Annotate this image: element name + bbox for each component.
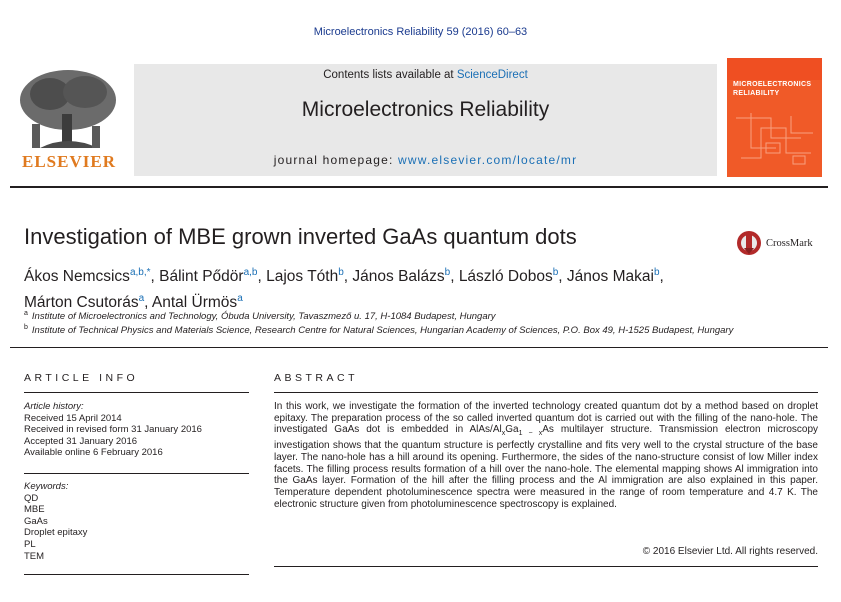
author[interactable]	[352, 268, 458, 285]
affiliation-a	[24, 310, 496, 322]
author-name[interactable]: Lajos Tóth	[266, 268, 339, 286]
history-item: Received in revised form 31 January 2016	[24, 424, 202, 436]
author-affiliation-marker[interactable]: a,b,*	[129, 267, 151, 278]
abstract-text-1: In this work, we investigate the formation of the inverted technology created quantum dot by a method based on droplet epitaxy. The preparation process of the so called inverted quantum dot is carried out with the filling of the nano-hole. The investigated GaAs dot is embedded in AlAs/Al	[274, 401, 818, 436]
author[interactable]	[24, 268, 159, 285]
author[interactable]	[266, 268, 352, 285]
contents-line	[134, 69, 717, 81]
history-item: Accepted 31 January 2016	[24, 435, 138, 447]
keyword-item: QD	[24, 492, 39, 504]
history-item: Available online 6 February 2016	[24, 447, 163, 459]
affiliation-text: Institute of Technical Physics and Materials Science, Research Centre for Natural Sciences, Hungarian Academy of Sciences, P.O. Box 49, H-1525 Budapest, Hungary	[31, 325, 734, 337]
affiliation-key: a	[24, 310, 28, 317]
contents-prefix: Contents lists available at	[323, 69, 457, 81]
author-affiliation-marker[interactable]: a	[237, 293, 243, 305]
abstract-text-3: As multilayer structure. Transmission electron microscopy investigation shows that the quantum structure is perfectly crystalline and fits very well to the crystal structure of the base layer. The nano-hole has a hill around its opening. Furthermore, the sides of the nano-structure consist of low Miller index facets. The filling process results formation of a hill over the nano-hole. The elemental mapping shows Al immigration into the GaAs layer. Formation of the hill after the filling process and the Al immigration are also explained in this paper. Temperature dependent photoluminescence spectra were measured in the range of room temperature and 4.7 K. The electronic structure given from photoluminescence spectroscopy is explained.	[274, 424, 819, 510]
author-separator: ,	[659, 268, 664, 286]
paper-title: Investigation of MBE grown inverted GaAs quantum dots	[24, 224, 577, 249]
abstract-subscript-1x: 1 − x	[518, 430, 543, 438]
keywords-rule	[24, 473, 249, 474]
author-name[interactable]: János Makai	[566, 268, 654, 286]
author-separator: ,	[257, 268, 267, 286]
author-separator: ,	[558, 268, 567, 286]
header-divider	[10, 186, 828, 188]
author-name[interactable]: Ákos Nemcsics	[24, 268, 130, 286]
author[interactable]	[152, 294, 243, 311]
abstract-rule	[274, 392, 818, 393]
keyword-item: MBE	[24, 504, 45, 516]
affiliation-key: b	[24, 324, 28, 331]
abstract-subscript-x: x	[501, 430, 506, 438]
journal-name: Microelectronics Reliability	[301, 98, 550, 121]
keyword-item: TEM	[24, 550, 45, 562]
crossmark-label[interactable]: CrossMark	[766, 238, 813, 249]
copyright-notice: © 2016 Elsevier Ltd. All rights reserved.	[642, 546, 818, 557]
abstract-bottom-rule	[274, 566, 818, 567]
author[interactable]	[159, 268, 266, 285]
sciencedirect-link[interactable]: ScienceDirect	[456, 69, 528, 81]
author-separator: ,	[343, 268, 353, 286]
author-name[interactable]: János Balázs	[352, 268, 445, 286]
title-divider	[10, 347, 828, 348]
author-affiliation-marker[interactable]: b	[444, 267, 451, 278]
journal-citation[interactable]: Microelectronics Reliability 59 (2016) 60–63	[313, 26, 528, 38]
author[interactable]	[567, 268, 664, 285]
cover-circuit-pattern	[731, 108, 818, 170]
cover-title-line2: RELIABILITY	[733, 90, 780, 97]
author-list	[24, 262, 724, 314]
author-affiliation-marker[interactable]: b	[653, 267, 660, 278]
article-info-heading: ARTICLE INFO	[24, 372, 139, 384]
abstract-body	[274, 401, 818, 510]
author-affiliation-marker[interactable]: b	[552, 267, 559, 278]
journal-homepage	[134, 153, 717, 167]
crossmark-icon[interactable]	[736, 230, 762, 256]
author-affiliation-marker[interactable]: b	[338, 267, 344, 278]
author-separator: ,	[150, 268, 160, 286]
cover-title	[733, 80, 819, 98]
abstract-heading: ABSTRACT	[274, 372, 359, 384]
affiliation-b	[24, 324, 733, 336]
author[interactable]	[459, 268, 567, 285]
elsevier-wordmark: ELSEVIER	[22, 152, 116, 171]
author-name[interactable]: László Dobos	[458, 268, 553, 286]
homepage-prefix: journal homepage:	[273, 153, 399, 167]
cover-title-line1: MICROELECTRONICS	[733, 81, 812, 88]
cover-header-band	[727, 58, 822, 80]
homepage-link[interactable]: www.elsevier.com/locate/mr	[398, 153, 578, 167]
journal-cover[interactable]	[727, 58, 822, 177]
author-name[interactable]: Antal Ürmös	[151, 294, 238, 312]
keyword-item: GaAs	[24, 515, 48, 527]
abstract-text-2: Ga	[505, 424, 519, 436]
article-history	[24, 401, 202, 459]
history-label: Article history:	[24, 401, 84, 412]
author-affiliation-marker[interactable]: a,b	[243, 267, 258, 278]
affiliation-text: Institute of Microelectronics and Technology, Óbuda University, Tavaszmező u. 17, H-1084 Budapest, Hungary	[31, 311, 496, 323]
author-affiliation-marker[interactable]: a	[138, 293, 145, 305]
keyword-item: Droplet epitaxy	[24, 527, 88, 539]
author-name[interactable]: Márton Csutorás	[24, 294, 139, 312]
article-info-rule	[24, 392, 249, 393]
keywords-list	[24, 481, 87, 562]
author-separator: ,	[450, 268, 459, 286]
author-separator: ,	[144, 294, 152, 312]
article-info-bottom-rule	[24, 574, 249, 575]
history-item: Received 15 April 2014	[24, 412, 122, 424]
author-name[interactable]: Bálint Pődör	[159, 268, 244, 286]
keyword-item: PL	[24, 538, 36, 550]
keywords-label: Keywords:	[24, 481, 69, 492]
author[interactable]	[24, 294, 152, 311]
